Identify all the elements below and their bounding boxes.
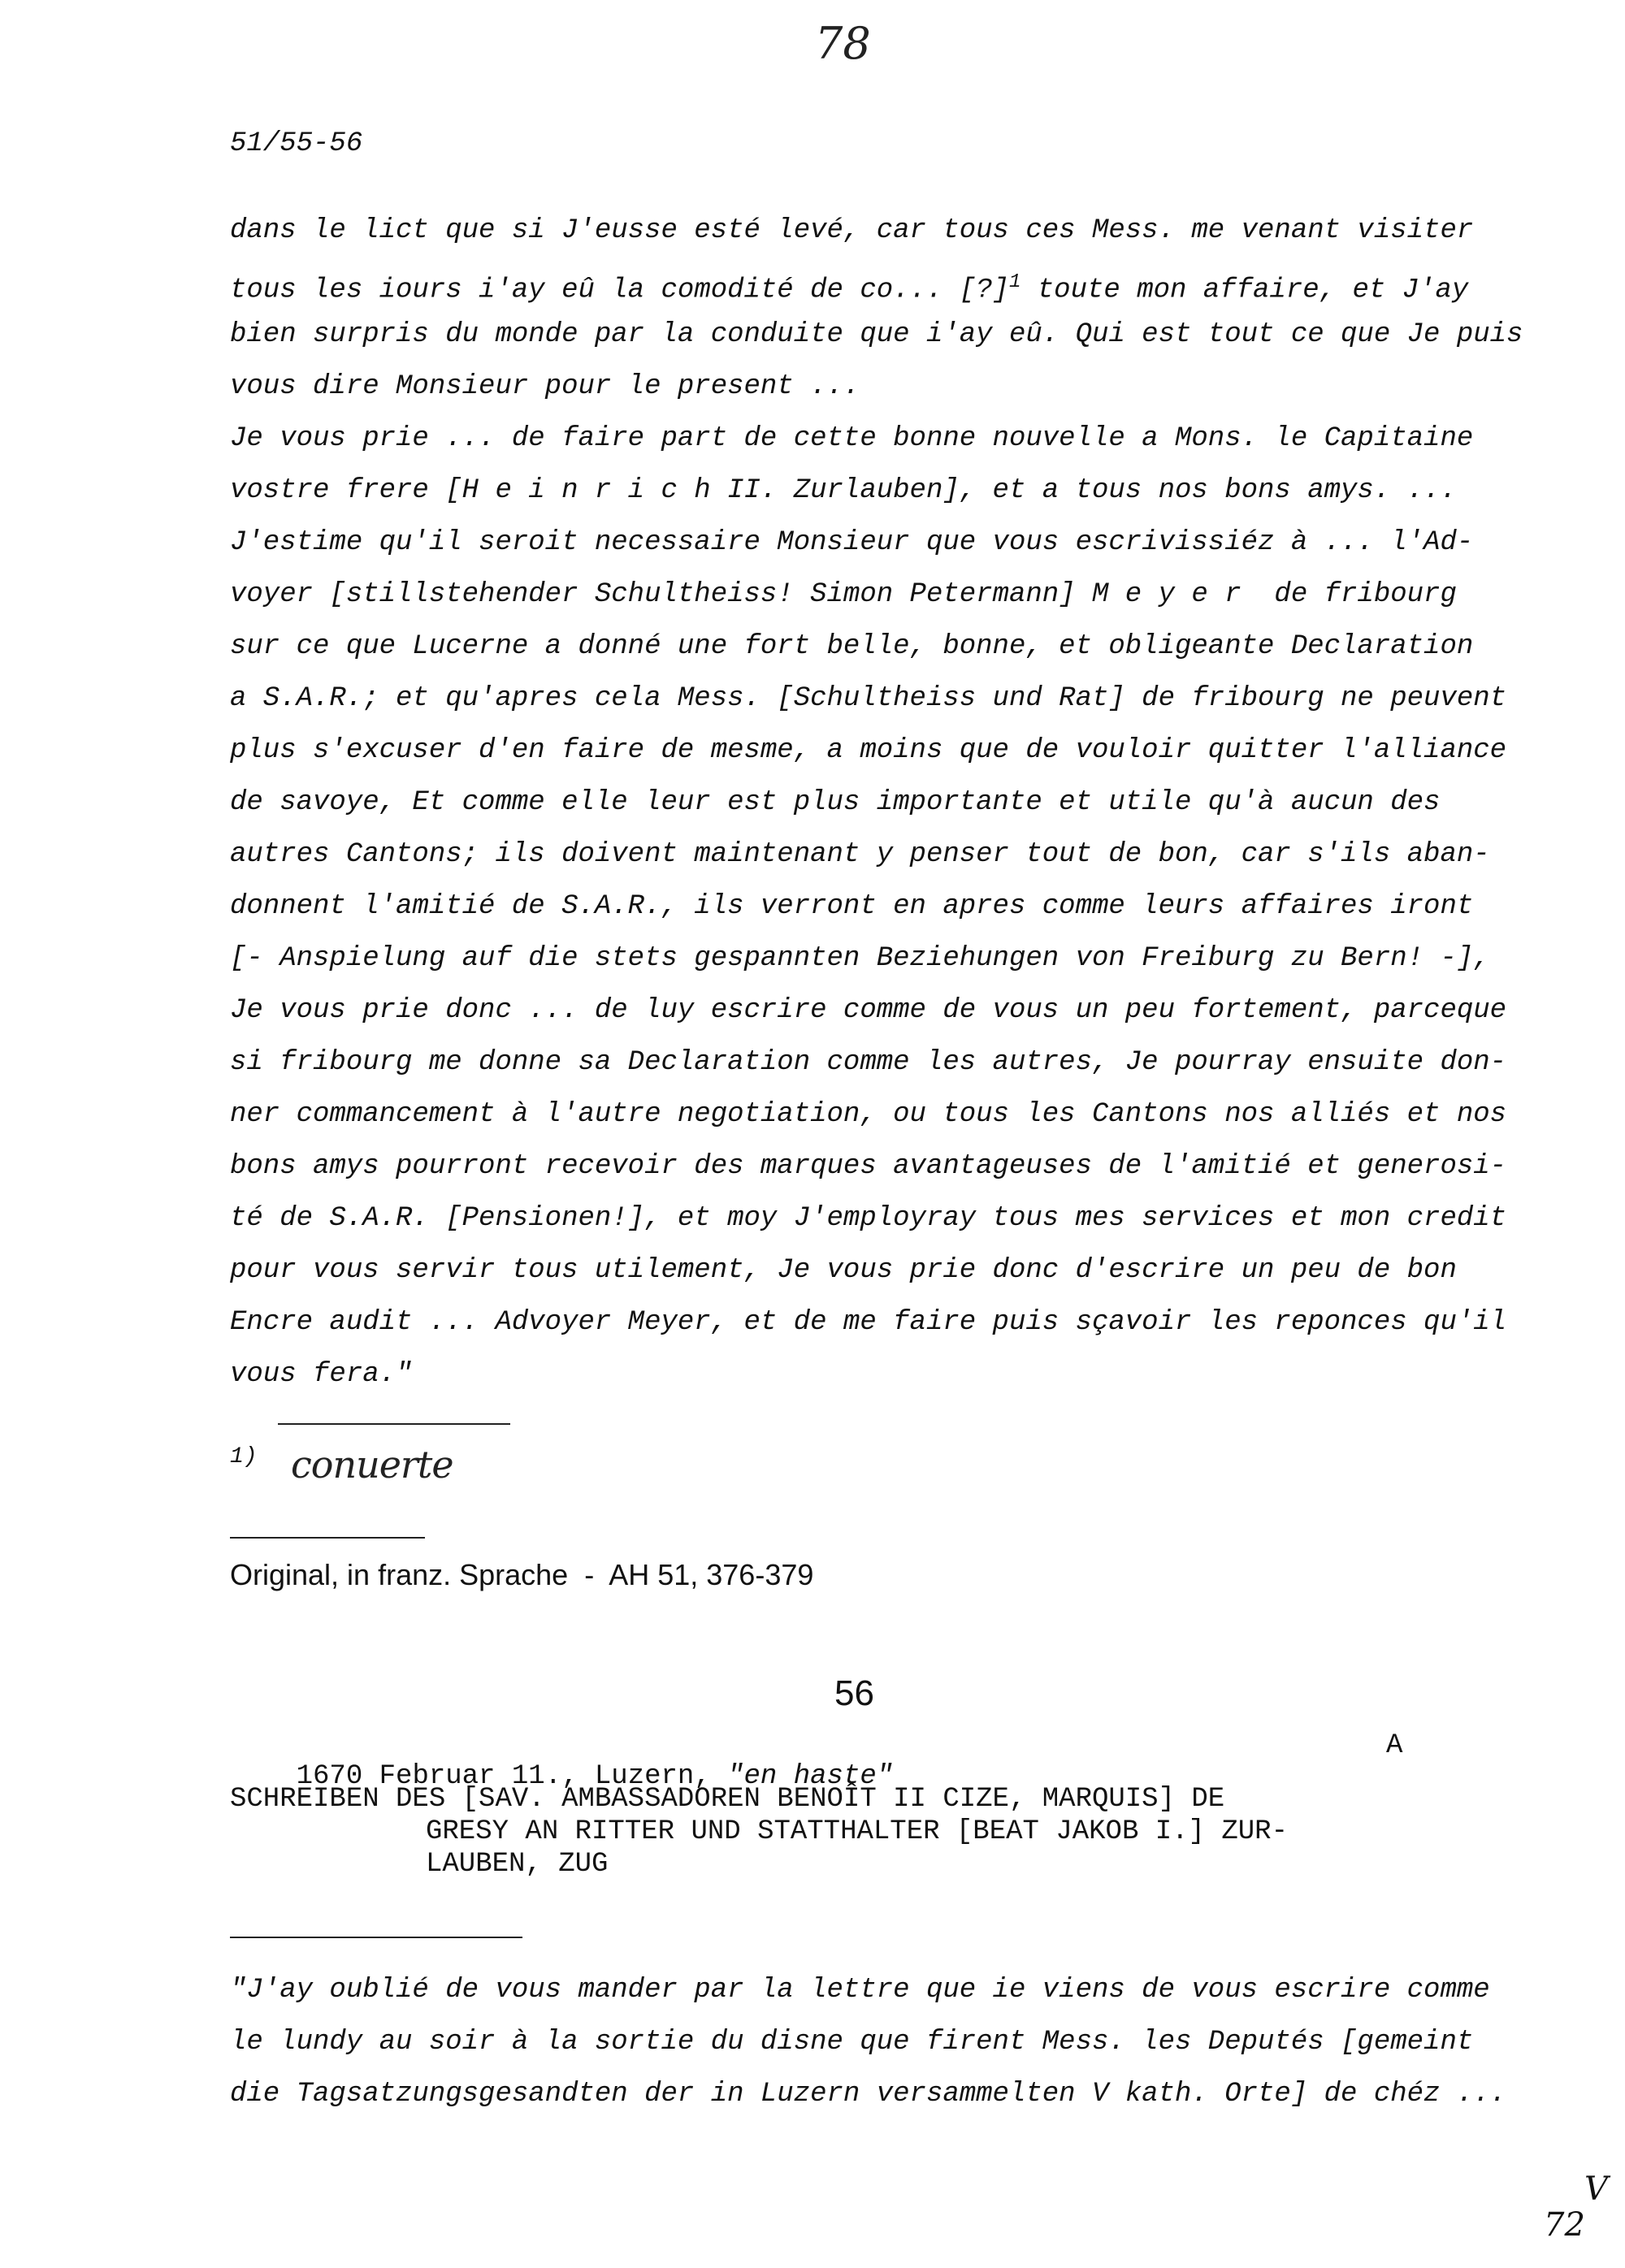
letter-body-line-text: autres Cantons; ils doivent maintenant y penser tout de bon, car s'ils aban- bbox=[230, 839, 1490, 870]
handwritten-page-number: 78 bbox=[815, 18, 871, 69]
letter-body-line bbox=[230, 734, 1506, 767]
footnote-handwritten-word: conuerte bbox=[291, 1443, 453, 1487]
page-reference: 51/55-56 bbox=[230, 128, 363, 159]
document-56-line: die Tagsatzungsgesandten der in Luzern versammelten V kath. Orte] de chéz ... bbox=[230, 2079, 1507, 2110]
corner-check-mark: V bbox=[1584, 2171, 1608, 2208]
letter-body-line bbox=[230, 578, 1457, 611]
letter-body-line-text: vostre frere [H e i n r i c h II. Zurlauben], et a tous nos bons amys. ... bbox=[230, 475, 1457, 506]
letter-body-line-text: J'estime qu'il seroit necessaire Monsieur que vous escrivissiéz à ... l'Ad- bbox=[230, 527, 1474, 558]
heading-line-1: SCHREIBEN DES [SAV. AMBASSADOREN BENOÎT II CIZE, MARQUIS] DE bbox=[230, 1784, 1225, 1815]
document-letter-mark: A bbox=[1386, 1730, 1403, 1761]
letter-body-line bbox=[230, 1306, 1506, 1339]
letter-body-line-text: Je vous prie ... de faire part de cette bonne nouvelle a Mons. le Capitaine bbox=[230, 423, 1474, 454]
letter-body-line-text: ner commancement à l'autre negotiation, ou tous les Cantons nos alliés et nos bbox=[230, 1099, 1507, 1130]
letter-body-line bbox=[230, 994, 1506, 1027]
letter-body-line-text: de savoye, Et comme elle leur est plus importante et utile qu'à aucun des bbox=[230, 787, 1441, 818]
dateline-text: 1670 Februar 11., Luzern, bbox=[296, 1761, 728, 1792]
source-note: Original, in franz. Sprache - AH 51, 376-379 bbox=[230, 1558, 814, 1591]
letter-body-line bbox=[230, 1254, 1457, 1287]
letter-body-line bbox=[230, 1150, 1506, 1183]
letter-body-line bbox=[230, 526, 1473, 559]
letter-body-line-tail: toute mon affaire, et J'ay bbox=[1020, 275, 1469, 306]
dateline-italic: "en haste" bbox=[727, 1761, 894, 1792]
letter-body-line-text: dans le lict que si J'eusse esté levé, car tous ces Mess. me venant visiter bbox=[230, 215, 1474, 246]
letter-body-line-text: [- Anspielung auf die stets gespannten Beziehungen von Freiburg zu Bern! -], bbox=[230, 943, 1490, 974]
footnote-label: 1) bbox=[230, 1444, 258, 1469]
document-56-line: le lundy au soir à la sortie du disne que firent Mess. les Deputés [gemeint bbox=[230, 2027, 1474, 2058]
letter-body-line-text: voyer [stillstehender Schultheiss! Simon Petermann] M e y e r de fribourg bbox=[230, 579, 1457, 610]
letter-body-line-text: bons amys pourront recevoir des marques avantageuses de l'amitié et generosi- bbox=[230, 1151, 1507, 1182]
letter-body-line-text: Je vous prie donc ... de luy escrire comme de vous un peu fortement, parceque bbox=[230, 995, 1507, 1026]
letter-body-line-text: pour vous servir tous utilement, Je vous prie donc d'escrire un peu de bon bbox=[230, 1255, 1457, 1286]
letter-body-line-text: vous fera." bbox=[230, 1359, 413, 1390]
letter-body-line bbox=[230, 318, 1523, 351]
letter-body-line bbox=[230, 1358, 412, 1391]
footnote-reference-marker: 1 bbox=[1008, 271, 1021, 293]
letter-body-line bbox=[230, 786, 1440, 819]
section-rule bbox=[230, 1537, 425, 1539]
letter-body-line-text: té de S.A.R. [Pensionen!], et moy J'employray tous mes services et mon credit bbox=[230, 1203, 1507, 1234]
letter-body-line-text: sur ce que Lucerne a donné une fort belle, bonne, et obligeante Declaration bbox=[230, 631, 1474, 662]
letter-body-line-text: si fribourg me donne sa Declaration comme les autres, Je pourray ensuite don- bbox=[230, 1047, 1507, 1078]
letter-body-line bbox=[230, 1046, 1506, 1079]
heading-line-3: LAUBEN, ZUG bbox=[426, 1849, 609, 1880]
letter-body-line bbox=[230, 474, 1457, 507]
corner-page-number: 72 bbox=[1544, 2206, 1585, 2244]
letter-body-line-text: a S.A.R.; et qu'apres cela Mess. [Schultheiss und Rat] de fribourg ne peuvent bbox=[230, 683, 1507, 714]
letter-body-line-text: donnent l'amitié de S.A.R., ils verront en apres comme leurs affaires iront bbox=[230, 891, 1474, 922]
heading-line-2: GRESY AN RITTER UND STATTHALTER [BEAT JAKOB I.] ZUR- bbox=[426, 1816, 1288, 1847]
letter-body-line bbox=[230, 214, 1473, 247]
letter-body-line-text: plus s'excuser d'en faire de mesme, a moins que de vouloir quitter l'alliance bbox=[230, 735, 1507, 766]
document-number: 56 bbox=[834, 1673, 874, 1713]
letter-body-line bbox=[230, 1098, 1506, 1131]
letter-body-line bbox=[230, 682, 1506, 715]
letter-body-line-text: tous les iours i'ay eû la comodité de co... [?] bbox=[230, 275, 1009, 306]
letter-body-line bbox=[230, 266, 1468, 306]
letter-body-line bbox=[230, 890, 1473, 923]
letter-body-line bbox=[230, 422, 1473, 455]
footnote-rule bbox=[278, 1423, 510, 1425]
letter-body-line bbox=[230, 630, 1473, 663]
letter-body-line bbox=[230, 1202, 1506, 1235]
letter-body-line-text: Encre audit ... Advoyer Meyer, et de me faire puis sçavoir les reponces qu'il bbox=[230, 1307, 1507, 1338]
letter-body-line bbox=[230, 838, 1490, 871]
letter-body-line bbox=[230, 942, 1490, 975]
letter-body-line-text: bien surpris du monde par la conduite que i'ay eû. Qui est tout ce que Je puis bbox=[230, 319, 1523, 350]
letter-body-line bbox=[230, 370, 860, 403]
document-56-line: "J'ay oublié de vous mander par la lettre que ie viens de vous escrire comme bbox=[230, 1975, 1490, 2006]
letter-body-line-text: vous dire Monsieur pour le present ... bbox=[230, 371, 860, 402]
heading-rule bbox=[230, 1937, 522, 1938]
